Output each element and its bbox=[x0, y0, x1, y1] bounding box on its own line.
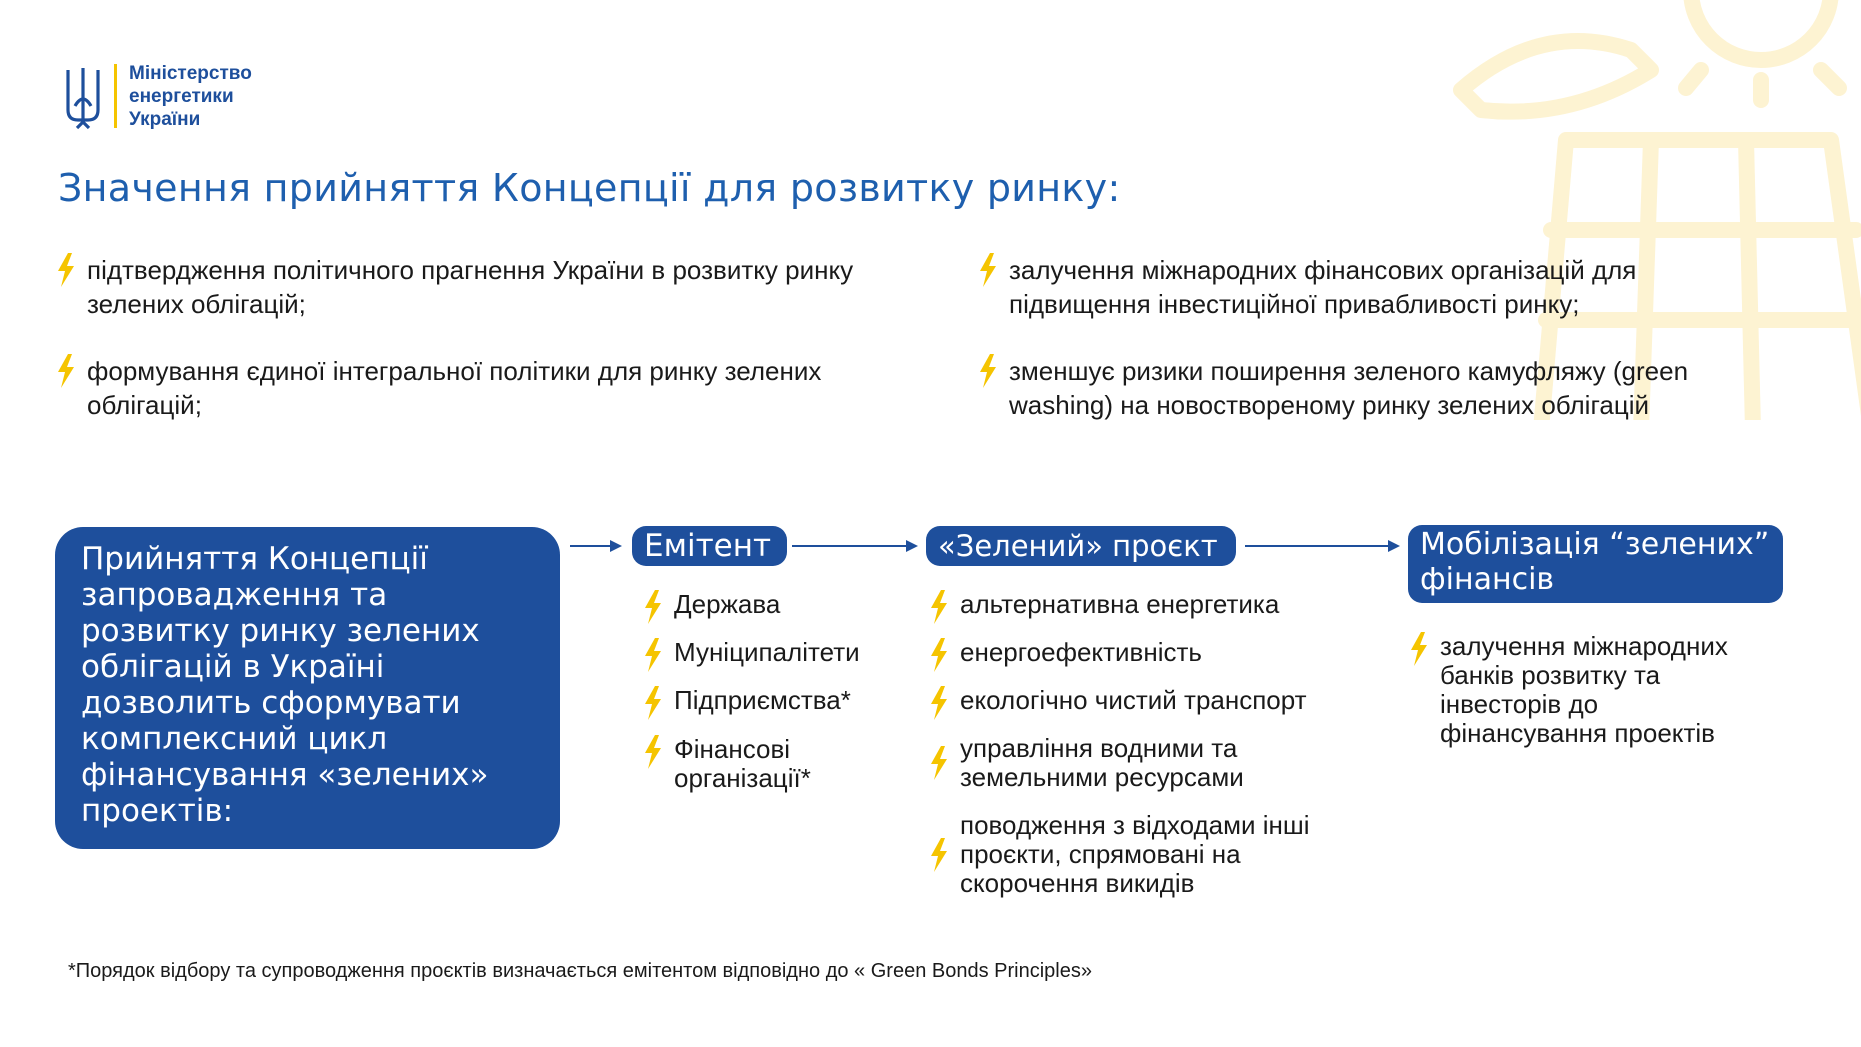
lightning-bolt-icon bbox=[1408, 632, 1432, 666]
project-text: енергоефективність bbox=[960, 637, 1202, 667]
mobilization-pill: Мобілізація “зелених” фінансів bbox=[1408, 525, 1783, 603]
flow-arrow-icon bbox=[570, 539, 622, 553]
emitent-item bbox=[642, 638, 860, 672]
lightning-bolt-icon bbox=[642, 686, 666, 720]
flow-arrow-icon bbox=[1245, 539, 1400, 553]
project-text: екологічно чистий транспорт bbox=[960, 685, 1307, 715]
mobilization-text: залучення міжнародних банків розвитку та інвесторів до фінансування проектів bbox=[1440, 631, 1728, 748]
emitent-text: Держава bbox=[674, 589, 781, 619]
project-text: альтернативна енергетика bbox=[960, 589, 1280, 619]
flow-arrow-icon bbox=[792, 539, 918, 553]
ministry-name-line: енергетики bbox=[129, 86, 234, 107]
emitent-pill: Емітент bbox=[632, 526, 787, 566]
mobilization-item bbox=[1408, 632, 1768, 748]
project-item bbox=[928, 734, 1268, 792]
lightning-bolt-icon bbox=[928, 590, 952, 624]
page-title: Значення прийняття Концепції для розвитку ринку: bbox=[58, 166, 1121, 210]
ministry-name-line: України bbox=[129, 109, 201, 130]
bullet-text: підтвердження політичного прагнення України в розвитку ринку зелених облігацій; bbox=[87, 255, 854, 319]
logo-divider bbox=[114, 64, 117, 128]
concept-box: Прийняття Концепції запровадження та розвитку ринку зелених облігацій в Україні дозволить сформувати комплексний цикл фінансування «зелених» проектів: bbox=[55, 527, 560, 849]
project-text: поводження з відходами інші проєкти, спрямовані на скорочення викидів bbox=[960, 810, 1310, 898]
trident-icon bbox=[64, 66, 102, 130]
bullet-item bbox=[977, 253, 1757, 321]
emitent-text: Підприємства* bbox=[674, 685, 851, 715]
lightning-bolt-icon bbox=[928, 686, 952, 720]
bullet-item bbox=[55, 354, 875, 422]
lightning-bolt-icon bbox=[642, 735, 666, 769]
emitent-text: Фінансові організації* bbox=[674, 734, 811, 793]
lightning-bolt-icon bbox=[977, 253, 1001, 287]
lightning-bolt-icon bbox=[928, 838, 952, 872]
bullet-item bbox=[977, 354, 1757, 422]
ministry-logo bbox=[64, 62, 252, 131]
lightning-bolt-icon bbox=[642, 590, 666, 624]
project-item bbox=[928, 590, 1279, 624]
emitent-text: Муніципалітети bbox=[674, 637, 860, 667]
project-item bbox=[928, 811, 1318, 898]
lightning-bolt-icon bbox=[55, 253, 79, 287]
lightning-bolt-icon bbox=[928, 638, 952, 672]
emitent-item bbox=[642, 686, 851, 720]
project-item bbox=[928, 638, 1202, 672]
project-text: управління водними та земельними ресурсами bbox=[960, 733, 1244, 792]
emitent-item bbox=[642, 735, 842, 793]
lightning-bolt-icon bbox=[928, 746, 952, 780]
lightning-bolt-icon bbox=[55, 354, 79, 388]
bullet-item bbox=[55, 253, 875, 321]
bullet-text: формування єдиної інтегральної політики для ринку зелених облігацій; bbox=[87, 356, 822, 420]
project-item bbox=[928, 686, 1307, 720]
emitent-item bbox=[642, 590, 780, 624]
lightning-bolt-icon bbox=[977, 354, 1001, 388]
green-project-pill: «Зелений» проєкт bbox=[926, 526, 1236, 566]
bullet-text: залучення міжнародних фінансових організацій для підвищення інвестиційної привабливості ринку; bbox=[1009, 255, 1637, 319]
footnote: *Порядок відбору та супроводження проєктів визначається емітентом відповідно до « Green Bonds Principles» bbox=[68, 960, 1092, 982]
bullet-text: зменшує ризики поширення зеленого камуфляжу (green washing) на новоствореному ринку зелених облігацій bbox=[1009, 356, 1689, 420]
ministry-name-line: Міністерство bbox=[129, 63, 252, 84]
lightning-bolt-icon bbox=[642, 638, 666, 672]
ministry-name bbox=[129, 62, 252, 131]
